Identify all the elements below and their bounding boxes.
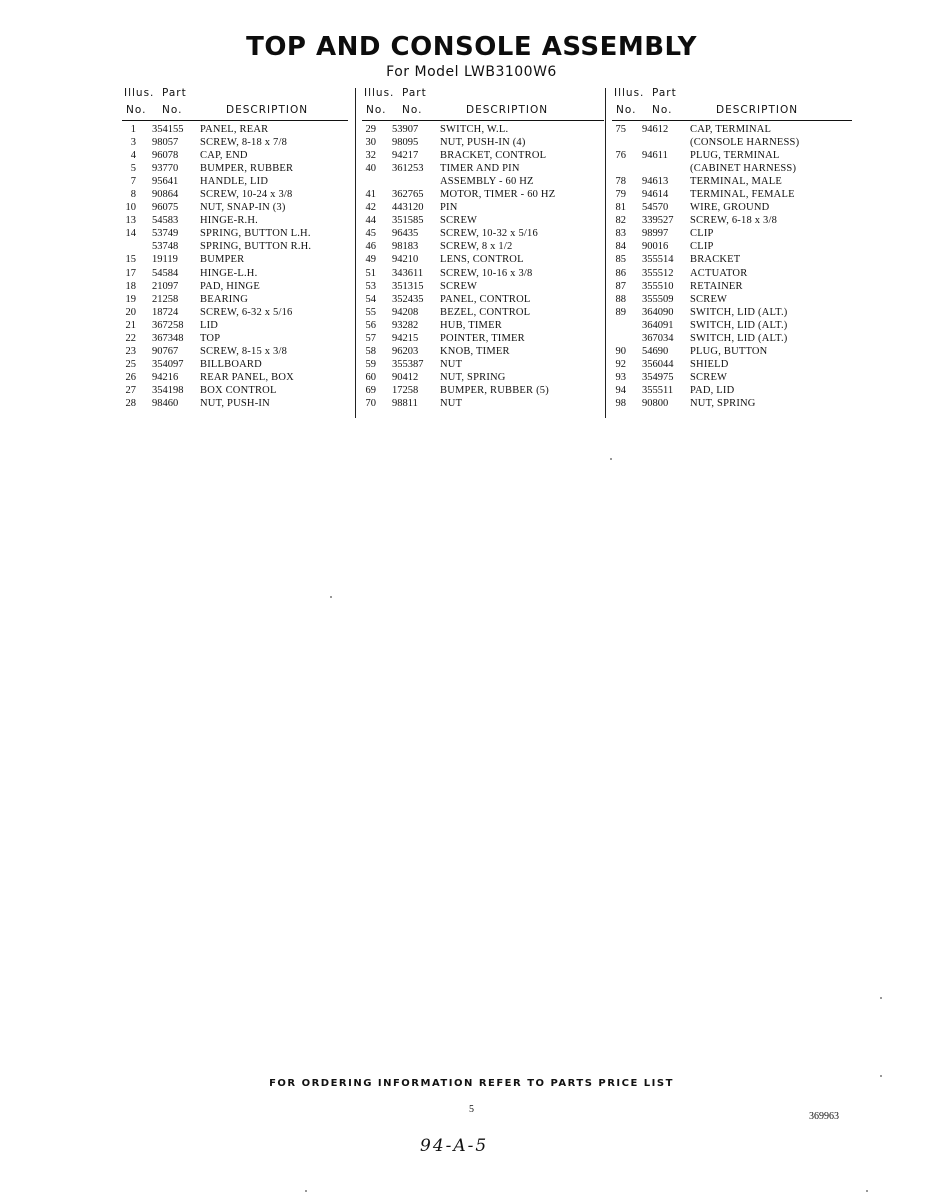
part-number: 367034 [642, 332, 674, 344]
table-row [362, 240, 604, 253]
part-description: RETAINER [690, 280, 743, 292]
scan-speck [330, 596, 332, 598]
table-row [612, 293, 852, 306]
part-description: NUT, SPRING [690, 397, 756, 409]
header-illus-no: No. [616, 104, 637, 116]
part-description: BUMPER, RUBBER (5) [440, 384, 549, 396]
illus-number: 42 [365, 202, 376, 214]
part-number: 96075 [152, 202, 179, 214]
header-illus: Illus. [364, 87, 395, 99]
table-row [362, 123, 604, 136]
part-number: 54584 [152, 267, 179, 279]
part-number: 94612 [642, 124, 669, 135]
illus-number: 93 [615, 371, 626, 383]
part-number: 94215 [392, 332, 419, 344]
illus-number: 69 [365, 384, 376, 396]
table-row [612, 345, 852, 358]
part-description: PANEL, REAR [200, 124, 269, 135]
illus-number: 1 [130, 124, 136, 135]
column-header [362, 86, 604, 121]
part-number: 54690 [642, 345, 669, 357]
illus-number: 8 [130, 189, 136, 201]
scan-speck [305, 1190, 307, 1192]
part-description: SCREW, 8-18 x 7/8 [200, 137, 288, 149]
header-description: DESCRIPTION [226, 104, 309, 116]
table-row [362, 293, 604, 306]
part-number: 355387 [392, 358, 424, 370]
illus-number: 82 [615, 215, 626, 227]
part-description: TIMER AND PIN [440, 163, 520, 175]
table-row [122, 332, 348, 345]
table-row [362, 306, 604, 319]
part-number: 364091 [642, 319, 674, 331]
table-row [612, 214, 852, 227]
header-illus: Illus. [614, 87, 645, 99]
table-row [362, 345, 604, 358]
part-description: SCREW [440, 215, 478, 227]
ordering-footer: FOR ORDERING INFORMATION REFER TO PARTS PRICE LIST [269, 1078, 674, 1089]
part-number: 98057 [152, 137, 179, 149]
part-description: REAR PANEL, BOX [200, 371, 294, 383]
part-number: 354975 [642, 371, 674, 383]
illus-number: 81 [615, 202, 626, 214]
table-row [122, 188, 348, 201]
table-row [612, 188, 852, 201]
part-description: CAP, END [200, 150, 248, 162]
part-description: PIN [440, 202, 458, 214]
part-number: 93282 [392, 319, 419, 331]
illus-number: 49 [365, 254, 376, 266]
table-row [122, 201, 348, 214]
part-number: 364090 [642, 306, 674, 318]
header-illus-no: No. [126, 104, 147, 116]
part-number: 356044 [642, 358, 674, 370]
part-number: 53907 [392, 124, 419, 135]
part-description: LENS, CONTROL [440, 254, 524, 266]
table-row [122, 227, 348, 240]
table-row [362, 371, 604, 384]
part-number: 95641 [152, 176, 179, 188]
scan-speck [610, 458, 612, 460]
illus-number: 55 [365, 306, 376, 318]
part-description: SWITCH, LID (ALT.) [690, 319, 788, 331]
table-row [122, 371, 348, 384]
table-row [122, 293, 348, 306]
parts-rows [122, 123, 348, 410]
illus-number: 28 [125, 397, 136, 409]
table-row [362, 136, 604, 149]
part-description: SWITCH, LID (ALT.) [690, 332, 788, 344]
table-row [362, 397, 604, 410]
document-number: 369963 [809, 1111, 839, 1122]
column-divider [605, 88, 606, 418]
part-number: 343611 [392, 267, 424, 279]
part-number: 354198 [152, 384, 184, 396]
part-number: 94611 [642, 150, 668, 162]
page-number: 5 [469, 1104, 474, 1115]
header-part: Part [652, 87, 677, 99]
illus-number: 75 [615, 124, 626, 135]
table-row [612, 162, 852, 175]
part-number: 94613 [642, 176, 669, 188]
table-row [362, 227, 604, 240]
illus-number: 90 [615, 345, 626, 357]
illus-number: 83 [615, 228, 626, 240]
parts-rows [362, 123, 604, 410]
illus-number: 17 [125, 267, 136, 279]
table-row [612, 319, 852, 332]
part-description: PAD, LID [690, 384, 735, 396]
table-row [362, 384, 604, 397]
part-description: HINGE-L.H. [200, 267, 258, 279]
part-description: TERMINAL, FEMALE [690, 189, 795, 201]
illus-number: 23 [125, 345, 136, 357]
table-row [612, 123, 852, 136]
part-number: 354097 [152, 358, 184, 370]
part-description: SCREW, 10-24 x 3/8 [200, 189, 293, 201]
part-description: SPRING, BUTTON L.H. [200, 228, 311, 240]
illus-number: 76 [615, 150, 626, 162]
part-number: 98997 [642, 228, 669, 240]
illus-number: 60 [365, 371, 376, 383]
part-number: 94216 [152, 371, 179, 383]
part-description: SWITCH, LID (ALT.) [690, 306, 788, 318]
illus-number: 4 [130, 150, 136, 162]
part-number: 367348 [152, 332, 184, 344]
table-row [362, 253, 604, 266]
part-description: SCREW, 8-15 x 3/8 [200, 345, 288, 357]
part-number: 351585 [392, 215, 424, 227]
header-description: DESCRIPTION [466, 104, 549, 116]
illus-number: 84 [615, 241, 626, 253]
illus-number: 7 [130, 176, 136, 188]
illus-number: 88 [615, 293, 626, 305]
handwritten-note: 94-A-5 [420, 1136, 489, 1156]
part-description: (CABINET HARNESS) [690, 163, 797, 175]
part-number: 443120 [392, 202, 424, 214]
illus-number: 54 [365, 293, 376, 305]
header-part-no: No. [162, 104, 183, 116]
table-row [612, 175, 852, 188]
illus-number: 79 [615, 189, 626, 201]
part-description: TERMINAL, MALE [690, 176, 783, 188]
illus-number: 85 [615, 254, 626, 266]
header-illus-no: No. [366, 104, 387, 116]
part-description: SWITCH, W.L. [440, 124, 509, 135]
table-row [612, 384, 852, 397]
part-description: BRACKET, CONTROL [440, 150, 547, 162]
part-description: POINTER, TIMER [440, 332, 525, 344]
illus-number: 25 [125, 358, 136, 370]
part-number: 93770 [152, 163, 179, 175]
part-number: 90016 [642, 241, 669, 253]
part-number: 98095 [392, 137, 419, 149]
illus-number: 21 [125, 319, 136, 331]
part-description: BRACKET [690, 254, 741, 266]
part-description: NUT, SNAP-IN (3) [200, 202, 286, 214]
table-row [362, 332, 604, 345]
part-description: MOTOR, TIMER - 60 HZ [440, 189, 556, 201]
column-header [612, 86, 852, 121]
part-number: 355511 [642, 384, 674, 396]
column-header [122, 86, 348, 121]
part-number: 19119 [152, 254, 178, 266]
illus-number: 44 [365, 215, 376, 227]
header-description: DESCRIPTION [716, 104, 799, 116]
part-number: 367258 [152, 319, 184, 331]
part-number: 98183 [392, 241, 419, 253]
part-description: PLUG, BUTTON [690, 345, 768, 357]
illus-number: 29 [365, 124, 376, 135]
part-number: 339527 [642, 215, 674, 227]
scan-speck [880, 1075, 882, 1077]
part-number: 90412 [392, 371, 419, 383]
part-description: HANDLE, LID [200, 176, 269, 188]
part-description: CAP, TERMINAL [690, 124, 772, 135]
part-description: HINGE-R.H. [200, 215, 258, 227]
part-description: NUT [440, 358, 463, 370]
part-description: CLIP [690, 241, 714, 253]
illus-number: 78 [615, 176, 626, 188]
part-description: SCREW [690, 293, 728, 305]
table-row [612, 149, 852, 162]
part-description: BILLBOARD [200, 358, 262, 370]
table-row [362, 188, 604, 201]
part-description: SCREW [440, 280, 478, 292]
illus-number: 58 [365, 345, 376, 357]
illus-number: 3 [130, 137, 136, 149]
part-description: BUMPER [200, 254, 245, 266]
table-row [122, 136, 348, 149]
table-row [612, 227, 852, 240]
part-description: SCREW [690, 371, 728, 383]
part-number: 355510 [642, 280, 674, 292]
part-number: 53748 [152, 241, 179, 253]
table-row [362, 214, 604, 227]
header-part-no: No. [402, 104, 423, 116]
illus-number: 10 [125, 202, 136, 214]
header-illus: Illus. [124, 87, 155, 99]
illus-number: 57 [365, 332, 376, 344]
table-row [122, 149, 348, 162]
illus-number: 59 [365, 358, 376, 370]
table-row [122, 253, 348, 266]
part-number: 96435 [392, 228, 419, 240]
table-row [612, 306, 852, 319]
table-row [612, 136, 852, 149]
illus-number: 13 [125, 215, 136, 227]
table-row [122, 397, 348, 410]
illus-number: 98 [615, 397, 626, 409]
illus-number: 70 [365, 397, 376, 409]
part-description: SPRING, BUTTON R.H. [200, 241, 312, 253]
table-row [362, 149, 604, 162]
table-row [122, 345, 348, 358]
part-number: 98460 [152, 397, 179, 409]
table-row [122, 319, 348, 332]
illus-number: 15 [125, 254, 136, 266]
page-subtitle: For Model LWB3100W6 [386, 64, 557, 80]
column-divider [355, 88, 356, 418]
part-number: 18724 [152, 306, 179, 318]
part-number: 98811 [392, 397, 418, 409]
illus-number: 87 [615, 280, 626, 292]
illus-number: 30 [365, 137, 376, 149]
part-description: SCREW, 8 x 1/2 [440, 241, 513, 253]
table-row [612, 253, 852, 266]
part-description: BEZEL, CONTROL [440, 306, 531, 318]
part-number: 355512 [642, 267, 674, 279]
part-number: 354155 [152, 124, 184, 135]
part-description: ASSEMBLY - 60 HZ [440, 176, 534, 188]
part-description: NUT, PUSH-IN [200, 397, 270, 409]
part-description: NUT [440, 397, 463, 409]
illus-number: 45 [365, 228, 376, 240]
table-row [122, 162, 348, 175]
part-number: 17258 [392, 384, 419, 396]
illus-number: 92 [615, 358, 626, 370]
illus-number: 5 [130, 163, 136, 175]
table-row [122, 267, 348, 280]
part-number: 361253 [392, 163, 424, 175]
part-description: WIRE, GROUND [690, 202, 770, 214]
part-description: CLIP [690, 228, 714, 240]
part-number: 54583 [152, 215, 179, 227]
illus-number: 40 [365, 163, 376, 175]
illus-number: 89 [615, 306, 626, 318]
scan-speck [866, 1190, 868, 1192]
part-number: 351315 [392, 280, 424, 292]
part-description: PANEL, CONTROL [440, 293, 531, 305]
part-number: 94217 [392, 150, 419, 162]
table-row [362, 162, 604, 175]
illus-number: 22 [125, 332, 136, 344]
part-description: SCREW, 6-18 x 3/8 [690, 215, 778, 227]
part-number: 96078 [152, 150, 179, 162]
part-description: NUT, SPRING [440, 371, 506, 383]
part-description: LID [200, 319, 219, 331]
table-row [122, 280, 348, 293]
part-description: NUT, PUSH-IN (4) [440, 137, 526, 149]
part-number: 21258 [152, 293, 179, 305]
part-number: 94208 [392, 306, 419, 318]
illus-number: 18 [125, 280, 136, 292]
part-description: PLUG, TERMINAL [690, 150, 780, 162]
header-part: Part [162, 87, 187, 99]
table-row [362, 267, 604, 280]
part-number: 355514 [642, 254, 674, 266]
table-row [612, 397, 852, 410]
part-number: 53749 [152, 228, 179, 240]
table-row [362, 358, 604, 371]
table-row [122, 214, 348, 227]
table-row [122, 123, 348, 136]
scan-speck [880, 997, 882, 999]
part-number: 362765 [392, 189, 424, 201]
header-part-no: No. [652, 104, 673, 116]
part-description: BOX CONTROL [200, 384, 277, 396]
illus-number: 19 [125, 293, 136, 305]
part-description: PAD, HINGE [200, 280, 260, 292]
part-number: 90767 [152, 345, 179, 357]
illus-number: 46 [365, 241, 376, 253]
table-row [362, 280, 604, 293]
page-title: TOP AND CONSOLE ASSEMBLY [246, 32, 697, 62]
part-description: HUB, TIMER [440, 319, 502, 331]
part-description: SCREW, 10-16 x 3/8 [440, 267, 533, 279]
part-description: SHIELD [690, 358, 729, 370]
table-row [612, 358, 852, 371]
table-row [362, 175, 604, 188]
illus-number: 14 [125, 228, 136, 240]
table-row [612, 280, 852, 293]
illus-number: 41 [365, 189, 376, 201]
table-row [122, 240, 348, 253]
part-number: 352435 [392, 293, 424, 305]
part-number: 94210 [392, 254, 419, 266]
part-number: 94614 [642, 189, 669, 201]
illus-number: 56 [365, 319, 376, 331]
illus-number: 27 [125, 384, 136, 396]
part-number: 90864 [152, 189, 179, 201]
part-description: SCREW, 10-32 x 5/16 [440, 228, 538, 240]
illus-number: 32 [365, 150, 376, 162]
part-number: 90800 [642, 397, 669, 409]
part-description: TOP [200, 332, 221, 344]
parts-column-1 [122, 86, 348, 410]
table-row [612, 240, 852, 253]
table-row [612, 267, 852, 280]
part-description: ACTUATOR [690, 267, 748, 279]
table-row [612, 371, 852, 384]
table-row [612, 201, 852, 214]
table-row [612, 332, 852, 345]
part-description: BEARING [200, 293, 249, 305]
part-number: 21097 [152, 280, 179, 292]
parts-column-3 [612, 86, 852, 410]
part-number: 54570 [642, 202, 669, 214]
illus-number: 86 [615, 267, 626, 279]
part-number: 96203 [392, 345, 419, 357]
table-row [362, 319, 604, 332]
part-description: (CONSOLE HARNESS) [690, 137, 800, 149]
part-number: 355509 [642, 293, 674, 305]
part-description: KNOB, TIMER [440, 345, 510, 357]
illus-number: 53 [365, 280, 376, 292]
parts-rows [612, 123, 852, 410]
illus-number: 20 [125, 306, 136, 318]
parts-column-2 [362, 86, 604, 410]
header-part: Part [402, 87, 427, 99]
table-row [122, 358, 348, 371]
table-row [122, 306, 348, 319]
illus-number: 51 [365, 267, 376, 279]
part-description: SCREW, 6-32 x 5/16 [200, 306, 293, 318]
illus-number: 94 [615, 384, 626, 396]
table-row [122, 175, 348, 188]
illus-number: 26 [125, 371, 136, 383]
part-description: BUMPER, RUBBER [200, 163, 294, 175]
table-row [362, 201, 604, 214]
table-row [122, 384, 348, 397]
